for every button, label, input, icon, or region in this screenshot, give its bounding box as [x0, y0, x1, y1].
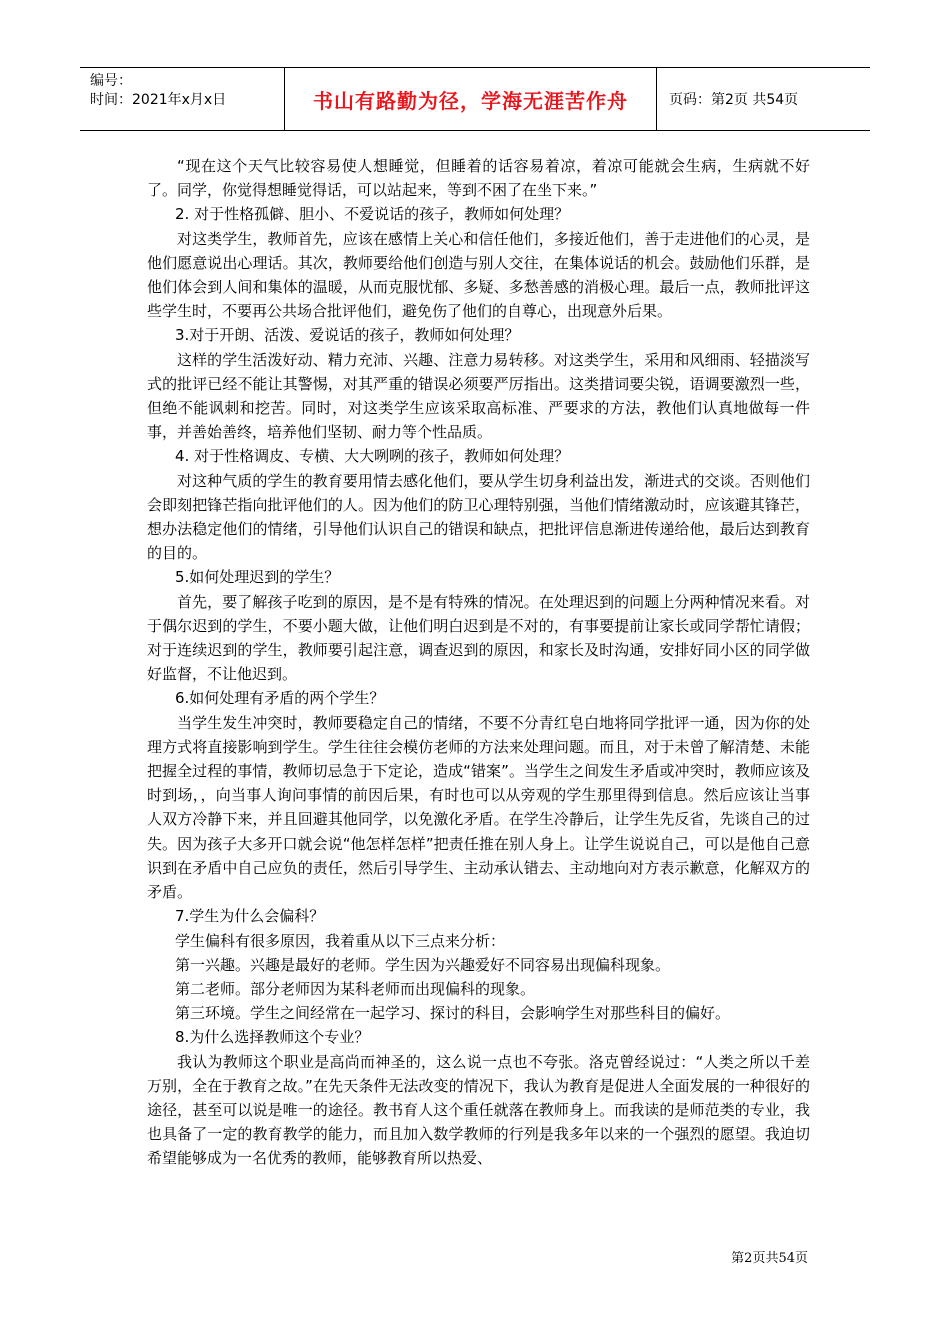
list-item: 第二老师。部分老师因为某科老师而出现偏科的现象。 — [175, 979, 536, 998]
list-item: 第三环境。学生之间经常在一起学习、探讨的科目，会影响学生对那些科目的偏好。 — [175, 1004, 731, 1023]
list-item: 第一兴趣。兴趣是最好的老师。学生因为兴趣爱好不同容易出现偏科现象。 — [175, 955, 671, 974]
paragraph: 这样的学生活泼好动、精力充沛、兴趣、注意力易转移。对这类学生，采用和风细雨、轻描淡写式的批评已经不能让其警惕，对其严重的错误必须要严厉指出。这类措词要尖锐，语调要激烈一些，但绝不能讽刺和挖苦。同时，对这类学生应该采取高标准、严要求的方法，教他们认真地做每一件事，并善始善终，培养他们坚韧、耐力等个性品质。 — [147, 350, 810, 442]
paragraph: 对这种气质的学生的教育要用情去感化他们，要从学生切身利益出发，渐进式的交谈。否则他们会即刻把锋芒指向批评他们的人。因为他们的防卫心理特别强，当他们情绪激动时，应该避其锋芒，想办法稳定他们的情绪，引导他们认识自己的错误和缺点，把批评信息渐进传递给他，最后达到教育的目的。 — [147, 471, 810, 563]
paragraph: “现在这个天气比较容易使人想睡觉，但睡着的话容易着凉，着凉可能就会生病，生病就不好了。同学，你觉得想睡觉得话，可以站起来，等到不困了在坐下来。” — [147, 157, 810, 200]
header-page-number: 页码：第2页 共54页 — [669, 92, 799, 108]
paragraph: 对这类学生，教师首先，应该在感情上关心和信任他们，多接近他们，善于走进他们的心灵，是他们愿意说出心理话。其次，教师要给他们创造与别人交往，在集体说话的机会。鼓励他们乐群，是他们体会到人间和集体的温暖，从而克服忧郁、多疑、多愁善感的消极心理。最后一点，教师批评这些学生时，不要再公共场合批评他们，避免伤了他们的自尊心，出现意外后果。 — [147, 229, 810, 321]
time-label: 时间：2021年x月x日 — [90, 92, 227, 108]
header-page-cell — [657, 68, 870, 130]
serial-label: 编号： — [90, 73, 132, 89]
question-heading: 8.为什么选择教师这个专业？ — [175, 1028, 370, 1047]
document-body — [147, 154, 810, 1171]
question-heading: 3.对于开朗、活泼、爱说话的孩子，教师如何处理？ — [175, 326, 520, 345]
paragraph: 当学生发生冲突时，教师要稳定自己的情绪，不要不分青红皂白地将同学批评一通，因为你的处理方式将直接影响到学生。学生往往会模仿老师的方法来处理问题。而且，对于未曾了解清楚、未能把握全过程的事情，教师切忌急于下定论，造成“错案”。当学生之间发生矛盾或冲突时，教师应该及时到场，，向当事人询问事情的前因后果，有时也可以从旁观的学生那里得到信息。然后应该让当事人双方冷静下来，并且回避其他同学，以免激化矛盾。在学生冷静后，让学生先反省，先谈自己的过失。因为孩子大多开口就会说“他怎样怎样”把责任推在别人身上。让学生说说自己，可以是他自己意识到在矛盾中自己应负的责任，然后引导学生、主动承认错去、主动地向对方表示歉意，化解双方的矛盾。 — [147, 713, 810, 902]
header-meta — [80, 68, 285, 130]
header-motto: 书山有路勤为径，学海无涯苦作舟 — [313, 88, 628, 113]
question-heading: 2. 对于性格孤僻、胆小、不爱说话的孩子，教师如何处理？ — [175, 205, 570, 224]
header-motto-cell — [285, 68, 657, 130]
question-heading: 7.学生为什么会偏科？ — [175, 907, 325, 926]
page-footer: 第2页共54页 — [731, 1251, 808, 1266]
paragraph: 我认为教师这个职业是高尚而神圣的，这么说一点也不夸张。洛克曾经说过：“人类之所以千差万别，全在于教育之故。”在先天条件无法改变的情况下，我认为教育是促进人全面发展的一种很好的途径，甚至可以说是唯一的途径。教书育人这个重任就落在教师身上。而我读的是师范类的专业，我也具备了一定的教育教学的能力，而且加入数学教师的行列是我多年以来的一个强烈的愿望。我迫切希望能够成为一名优秀的教师，能够教育所以热爱、 — [147, 1052, 810, 1168]
paragraph: 学生偏科有很多原因，我着重从以下三点来分析： — [175, 931, 506, 950]
question-heading: 6.如何处理有矛盾的两个学生？ — [175, 689, 385, 708]
page-header — [80, 67, 870, 131]
question-heading: 4. 对于性格调皮、专横、大大咧咧的孩子，教师如何处理？ — [175, 447, 570, 466]
question-heading: 5.如何处理迟到的学生？ — [175, 568, 340, 587]
paragraph: 首先，要了解孩子吃到的原因，是不是有特殊的情况。在处理迟到的问题上分两种情况来看。对于偶尔迟到的学生，不要小题大做，让他们明白迟到是不对的，有事要提前让家长或同学帮忙请假；对于连续迟到的学生，教师要引起注意，调查迟到的原因，和家长及时沟通，安排好同小区的同学做好监督，不让他迟到。 — [147, 592, 810, 684]
